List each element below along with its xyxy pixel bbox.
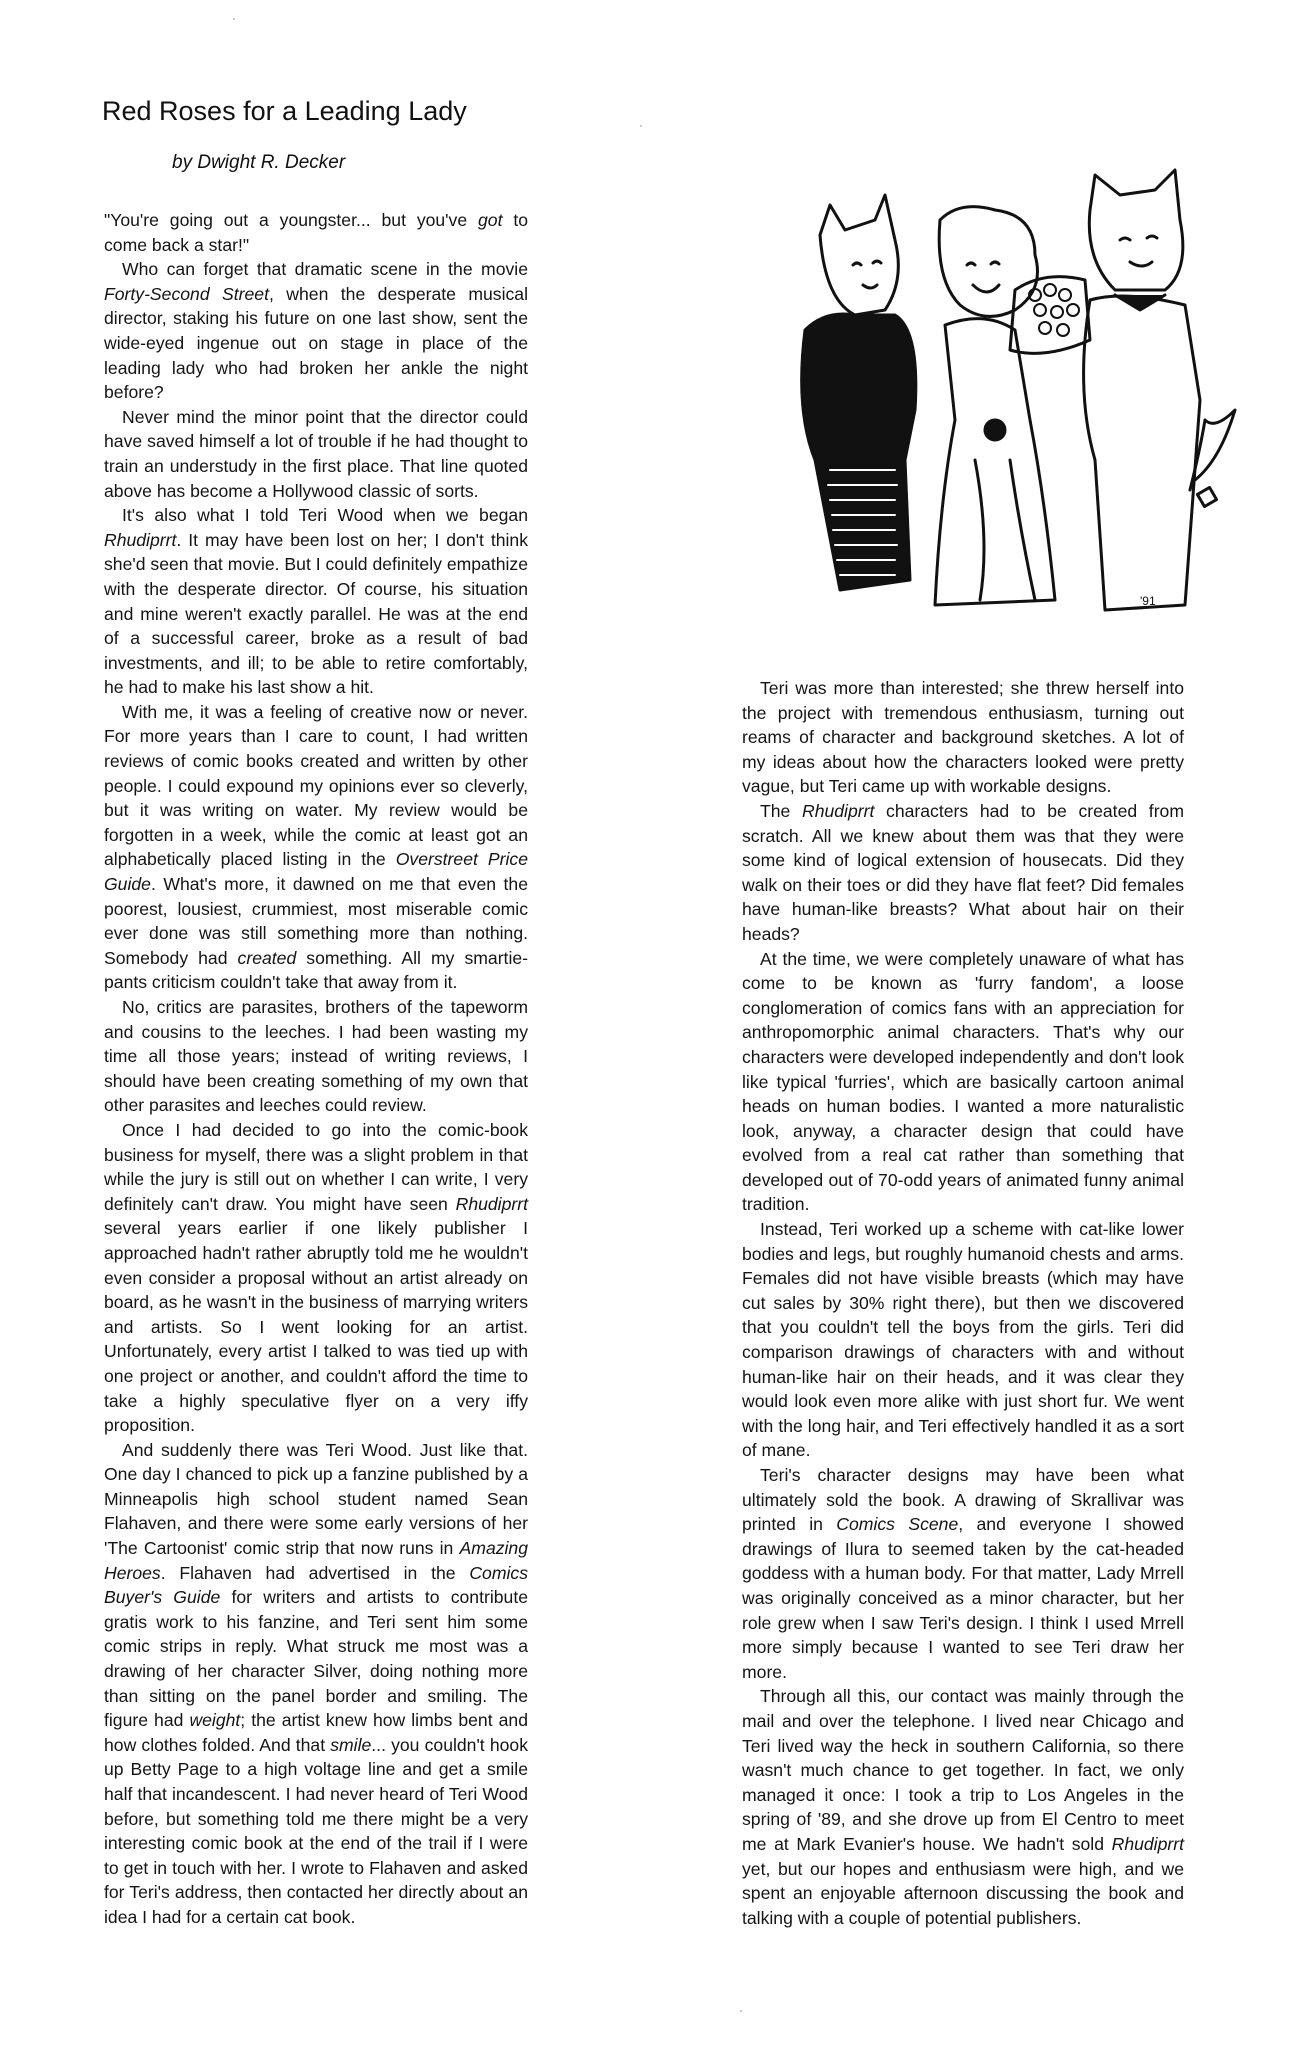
paragraph	[742, 799, 1184, 947]
italic-text: Rhudiprrt	[104, 529, 177, 550]
text: . It may have been lost on her; I don't think she'd seen that movie. But I could definitely empathize with the desperate director. Of course, his situation and mine weren't exactly parallel. He was at the end of a successful career, broke as a result of bad investments, and ill; to be able to retire comfortably, he had to make his last show a hit.	[104, 529, 528, 698]
italic-text: Rhudiprrt	[1111, 1833, 1184, 1854]
italic-text: smile	[330, 1734, 372, 1755]
text: Instead, Teri worked up a scheme with cat-like lower bodies and legs, but roughly humanoid chests and arms. Females did not have visible breasts (which may have cut sales by 30% right there), but then we discovered that you couldn't tell the boys from the girls. Teri did comparison drawings of characters with and without human-like hair on their heads, and it was clear they would look even more alike with just short fur. We went with the long hair, and Teri effectively handled it as a sort of mane.	[742, 1219, 1184, 1461]
italic-text: Amazing Heroes	[104, 1538, 528, 1583]
text: characters had to be created from scratch. All we knew about them was that they were some kind of logical extension of housecats. Did they walk on their toes or did they have flat feet? Did females have human-like breasts? What about hair on their heads?	[742, 800, 1184, 944]
italic-text: Forty-Second Street	[104, 283, 269, 304]
paragraph	[742, 1463, 1184, 1684]
text: Who can forget that dramatic scene in the movie	[122, 259, 528, 280]
lady-figure-with-bouquet	[935, 207, 1090, 605]
right-text-column	[742, 676, 1184, 1930]
italic-text: weight	[189, 1710, 241, 1731]
italic-text: Comics Buyer's Guide	[104, 1562, 528, 1608]
text: The	[760, 800, 802, 821]
paragraph	[104, 995, 528, 1118]
text: Teri's character designs may have been what ultimately sold the book. A drawing of Skrallivar was printed in	[742, 1465, 1184, 1535]
text: With me, it was a feeling of creative now or never. For more years than I care to count, I had written reviews of comic books created and written by other people. I could expound my opinions ever so cleverly, but it was writing on water. My review would be forgotten in a week, while the comic at least got an alphabetically placed listing in the	[104, 701, 528, 870]
text: to come back a star!"	[104, 210, 529, 255]
scan-speck	[640, 125, 642, 127]
italic-text: Comics Scene	[836, 1514, 959, 1535]
paragraph	[742, 676, 1184, 799]
text: , when the desperate musical director, staking his future on one last show, sent the wide-eyed ingenue out on stage in place of the leading lady who had broken her ankle the night before?	[104, 283, 528, 403]
paragraph	[104, 700, 528, 995]
text: Once I had decided to go into the comic-book business for myself, there was a slight problem in that while the jury is still out on whether I can write, I very definitely can't draw. You might have seen	[104, 1119, 528, 1214]
italic-text: Rhudiprrt	[802, 800, 875, 821]
text: No, critics are parasites, brothers of the tapeworm and cousins to the leeches. I had been wasting my time all those years; instead of writing reviews, I should have been creating something of my own that other parasites and leeches could review.	[104, 997, 528, 1116]
italic-text: Overstreet Price Guide	[104, 849, 528, 895]
paragraph	[104, 1438, 528, 1930]
text: At the time, we were completely unaware of what has come to be known as 'furry fandom', a loose conglomeration of comics fans with an appreciation for anthropomorphic animal characters. That's why our characters were developed independently and don't look like typical 'furries', which are basically cartoon animal heads on human bodies. I wanted a more naturalistic look, anyway, a character design that could have evolved from a real cat rather than something that developed out of 70-odd years of animated funny animal tradition.	[742, 948, 1184, 1215]
paragraph	[742, 1217, 1184, 1463]
text: yet, but our hopes and enthusiasm were high, and we spent an enjoyable afternoon discussing the book and talking with a couple of potential publishers.	[742, 1858, 1184, 1928]
text: Never mind the minor point that the director could have saved himself a lot of trouble if he had thought to train an understudy in the first place. That line quoted above has become a Hollywood classic of sorts.	[104, 406, 528, 501]
text: ... you couldn't hook up Betty Page to a high voltage line and get a smile half that incandescent. I had never heard of Teri Wood before, but something told me there might be a very interesting comic book at the end of the trail if I were to get in touch with her. I wrote to Flahaven and asked for Teri's address, then contacted her directly about an idea I had for a certain cat book.	[104, 1734, 528, 1927]
paragraph	[104, 1118, 528, 1438]
scan-speck	[740, 2010, 742, 2012]
text: Teri was more than interested; she threw herself into the project with tremendous enthusiasm, turning out reams of character and background sketches. A lot of my ideas about how the characters looked were pretty vague, but Teri came up with workable designs.	[742, 678, 1184, 797]
italic-text: got	[478, 210, 503, 230]
text: "You're going out a youngster... but you've	[104, 210, 478, 230]
paragraph	[742, 947, 1184, 1218]
paragraph	[742, 1684, 1184, 1930]
text: for writers and artists to contribute gratis work to his fanzine, and Teri sent him some comic strips in reply. What struck me most was a drawing of her character Silver, doing nothing more than sitting on the panel border and smiling. The figure had	[104, 1587, 528, 1731]
left-cat-figure	[802, 195, 916, 590]
text: It's also what I told Teri Wood when we began	[122, 505, 528, 526]
text: , and everyone I showed drawings of Ilura to seemed taken by the cat-headed goddess with a human body. For that matter, Lady Mrrell was originally conceived as a minor character, but her role grew when I saw Teri's design. I think I used Mrrell more simply because I wanted to see Teri draw her more.	[742, 1514, 1184, 1682]
text: something. All my smartie-pants criticism couldn't take that away from it.	[104, 947, 529, 993]
illustration-signature: '91	[1140, 594, 1156, 608]
text: . Flahaven had advertised in the	[160, 1562, 470, 1583]
paragraph	[104, 208, 528, 257]
text: Through all this, our contact was mainly through the mail and over the telephone. I lived near Chicago and Teri lived way the heck in southern California, so there wasn't much chance to get together. In fact, we only managed it once: I took a trip to Los Angeles in the spring of '89, and she drove up from El Centro to meet me at Mark Evanier's house. We hadn't sold	[742, 1686, 1184, 1854]
right-cat-figure	[1084, 170, 1235, 610]
paragraph	[104, 257, 528, 405]
paragraph	[104, 503, 528, 700]
paragraph	[104, 405, 528, 503]
text: several years earlier if one likely publisher I approached hadn't rather abruptly told me he wouldn't even consider a proposal without an artist already on board, as he wasn't in the business of marrying writers and artists. So I went looking for an artist. Unfortunately, every artist I talked to was tied up with one project or another, and couldn't afford the time to take a highly speculative flyer on a very iffy proposition.	[104, 1218, 528, 1436]
scan-speck	[233, 18, 235, 20]
illustration-cat-characters-with-roses	[745, 160, 1245, 630]
article-byline: by Dwight R. Decker	[172, 152, 346, 173]
text: . What's more, it dawned on me that even the poorest, lousiest, crummiest, most miserable comic ever done was still something more than nothing. Somebody had	[104, 874, 528, 968]
italic-text: created	[237, 947, 297, 968]
article-title: Red Roses for a Leading Lady	[102, 96, 467, 126]
italic-text: Rhudiprrt	[455, 1193, 528, 1214]
text: And suddenly there was Teri Wood. Just like that. One day I chanced to pick up a fanzine published by a Minneapolis high school student named Sean Flahaven, and there were some early versions of her 'The Cartoonist' comic strip that now runs in	[104, 1439, 528, 1559]
text: ; the artist knew how limbs bent and how clothes folded. And that	[104, 1710, 528, 1755]
left-text-column	[104, 208, 528, 1930]
